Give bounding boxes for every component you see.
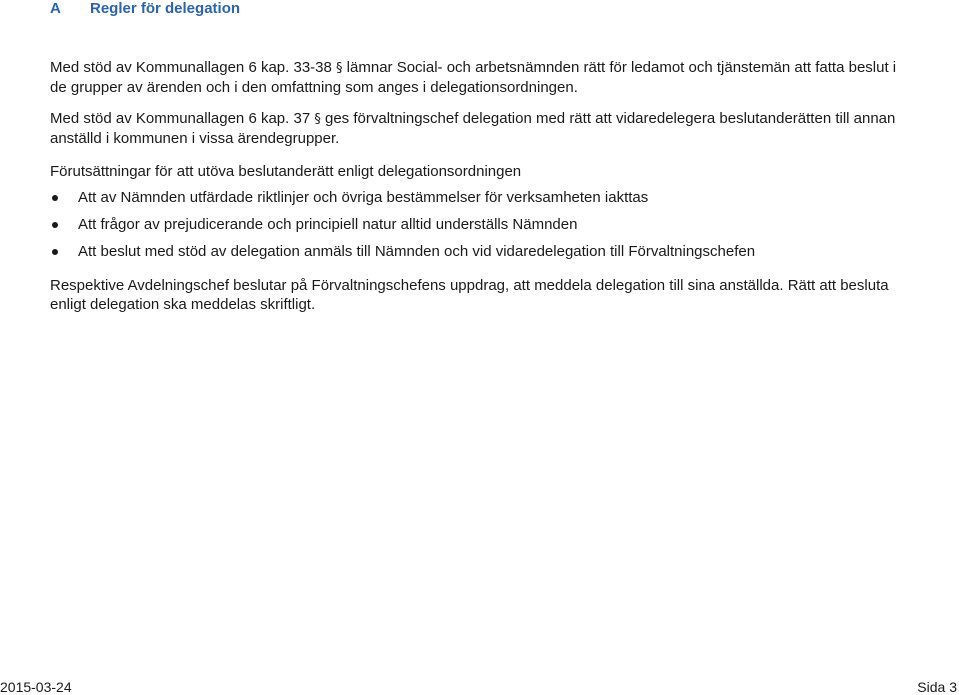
section-title: Regler för delegation xyxy=(90,0,241,17)
list-item xyxy=(50,188,755,215)
list-item xyxy=(50,242,755,269)
section-heading xyxy=(50,0,240,17)
footer-page-number: Sida 3 xyxy=(917,679,957,695)
footer-date: 2015-03-24 xyxy=(0,679,72,695)
conditions-title: Förutsättningar för att utöva beslutanderätt enligt delegationsordningen xyxy=(50,163,522,180)
intro-paragraph-1-end: lämnar Social- och arbetsnämnden rätt för ledamot och tjänstemän att fatta beslut i de grupper av ärenden och i den omfattning som anges i delegationsordningen. xyxy=(50,59,897,96)
list-item-text: Att beslut med stöd av delegation anmäls till Nämnden och vid vidaredelegation till Förvaltningschefen xyxy=(78,243,756,260)
bullet-icon xyxy=(52,222,58,228)
bullet-icon xyxy=(52,249,58,255)
section-symbol: § xyxy=(314,112,321,127)
intro-paragraph-2 xyxy=(50,109,910,148)
list-item-text: Att av Nämnden utfärdade riktlinjer och övriga bestämmelser för verksamheten iakttas xyxy=(78,189,649,206)
closing-paragraph: Respektive Avdelningschef beslutar på Förvaltningschefens uppdrag, att meddela delegation till sina anställda. Rätt att besluta enligt delegation ska meddelas skriftligt. xyxy=(50,277,889,313)
list-item-text: Att frågor av prejudicerande och principiell natur alltid underställs Nämnden xyxy=(78,216,578,233)
intro-paragraph-1 xyxy=(50,58,910,97)
conditions-list xyxy=(50,188,755,269)
intro-paragraph-2-start: Med stöd av Kommunallagen 6 kap. 37 xyxy=(50,110,315,127)
list-item xyxy=(50,215,755,242)
bullet-icon xyxy=(52,195,58,201)
intro-paragraph-1-start: Med stöd av Kommunallagen 6 kap. 33-38 xyxy=(50,59,337,76)
intro-paragraph-2-end: ges förvaltningschef delegation med rätt att vidaredelegera beslutanderätten till annan anställd i kommunen i vissa ärendegrupper. xyxy=(50,110,896,147)
section-letter: A xyxy=(50,0,61,17)
section-symbol: § xyxy=(336,61,343,76)
